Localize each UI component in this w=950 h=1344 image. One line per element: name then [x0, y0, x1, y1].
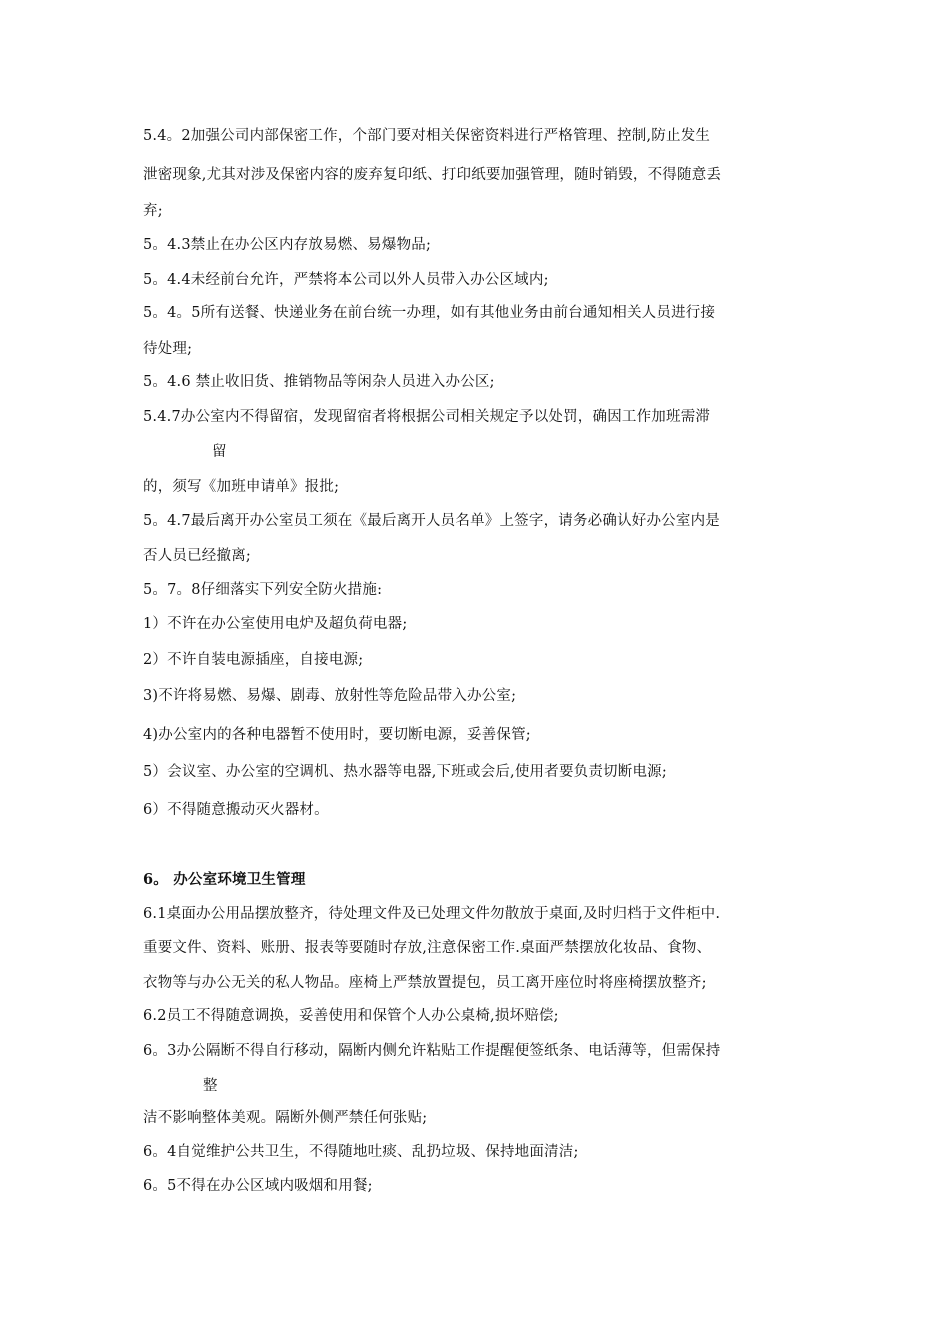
list-item-5: 5）会议室、办公室的空调机、热水器等电器,下班或会后,使用者要负责切断电源;: [143, 764, 667, 780]
paragraph-line: 留: [212, 444, 227, 460]
paragraph-line-6-2: 6.2员工不得随意调换，妥善使用和保管个人办公桌椅,损坏赔偿;: [143, 1008, 559, 1024]
paragraph-line: 整: [203, 1078, 218, 1094]
paragraph-line: 泄密现象,尤其对涉及保密内容的废弃复印纸、打印纸要加强管理，随时销毁，不得随意丢: [143, 167, 722, 183]
list-item-6: 6）不得随意搬动灭火器材。: [143, 802, 329, 818]
paragraph-line-6-5: 6。5不得在办公区域内吸烟和用餐;: [143, 1178, 373, 1194]
list-item-1: 1）不许在办公室使用电炉及超负荷电器;: [143, 616, 408, 632]
paragraph-line-5-4-3: 5。4.3禁止在办公区内存放易燃、易爆物品;: [143, 237, 432, 253]
paragraph-line-5-4-4: 5。4.4未经前台允许，严禁将本公司以外人员带入办公区域内;: [143, 272, 549, 288]
list-item-3: 3)不许将易燃、易爆、剧毒、放射性等危险品带入办公室;: [143, 688, 517, 704]
paragraph-line-6-1: 6.1桌面办公用品摆放整齐，待处理文件及已处理文件勿散放于桌面,及时归档于文件柜中.: [143, 906, 721, 922]
paragraph-line: 待处理;: [143, 341, 193, 357]
paragraph-line: 否人员已经撤离;: [143, 548, 251, 564]
paragraph-line: 衣物等与办公无关的私人物品。座椅上严禁放置提包，员工离开座位时将座椅摆放整齐;: [143, 975, 707, 991]
paragraph-line-5-4-6: 5。4.6 禁止收旧货、推销物品等闲杂人员进入办公区;: [143, 374, 495, 390]
paragraph-line-5-4-7: 5.4.7办公室内不得留宿，发现留宿者将根据公司相关规定予以处罚，确因工作加班需滞: [143, 409, 711, 425]
section-heading-6: 6。 办公室环境卫生管理: [143, 871, 306, 888]
paragraph-line-6-3: 6。3办公隔断不得自行移动，隔断内侧允许粘贴工作提醒便签纸条、电话薄等，但需保持: [143, 1043, 721, 1059]
paragraph-line-5-4-2: 5.4。2加强公司内部保密工作，个部门要对相关保密资料进行严格管理、控制,防止发生: [143, 128, 711, 144]
paragraph-line: 弃;: [143, 203, 163, 219]
paragraph-line-6-4: 6。4自觉维护公共卫生，不得随地吐痰、乱扔垃圾、保持地面清洁;: [143, 1144, 579, 1160]
paragraph-line: 的，须写《加班申请单》报批;: [143, 479, 340, 495]
paragraph-line: 重要文件、资料、账册、报表等要随时存放,注意保密工作.桌面严禁摆放化妆品、食物、: [143, 940, 712, 956]
paragraph-line: 洁不影响整体美观。隔断外侧严禁任何张贴;: [143, 1110, 428, 1126]
paragraph-line-5-7-8: 5。7。8仔细落实下列安全防火措施:: [143, 582, 383, 598]
paragraph-line-5-4-5: 5。4。5所有送餐、快递业务在前台统一办理，如有其他业务由前台通知相关人员进行接: [143, 305, 716, 321]
list-item-2: 2）不许自装电源插座，自接电源;: [143, 652, 364, 668]
paragraph-line-5-4-7b: 5。4.7最后离开办公室员工须在《最后离开人员名单》上签字，请务必确认好办公室内是: [143, 513, 720, 529]
list-item-4: 4)办公室内的各种电器暂不使用时，要切断电源，妥善保管;: [143, 727, 531, 743]
